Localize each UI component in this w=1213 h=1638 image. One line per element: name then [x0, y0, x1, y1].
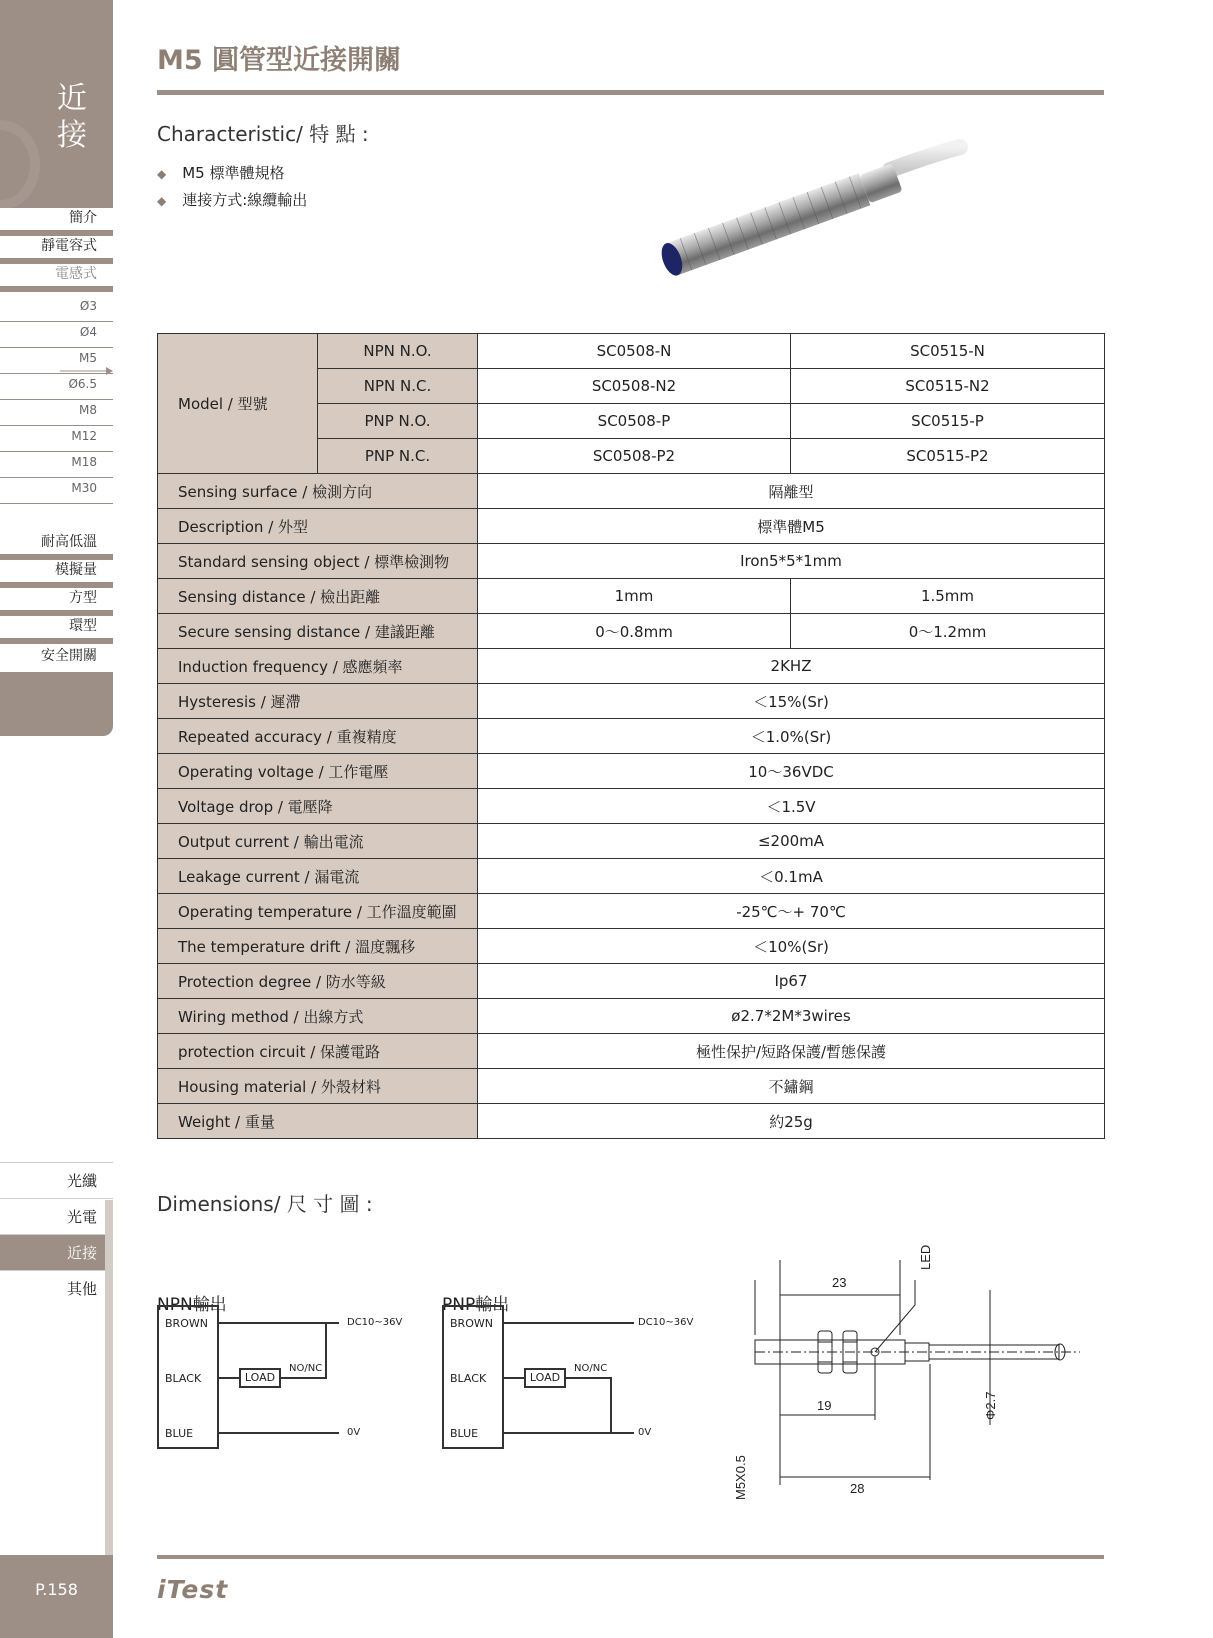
dimension-drawing [735, 1225, 1105, 1525]
spec-row [158, 684, 1105, 719]
wire-line [219, 1322, 339, 1324]
page-number: P.158 [0, 1555, 113, 1638]
dim-19: 19 [817, 1398, 832, 1413]
spec-label: Voltage drop / 電壓降 [158, 789, 478, 824]
wire-line [504, 1377, 524, 1379]
sidebar-mid-block [0, 672, 113, 736]
wire-black: BLACK [450, 1372, 487, 1385]
spec-value: 不鏽鋼 [478, 1069, 1105, 1104]
spec-row [158, 929, 1105, 964]
led-label: LED [918, 1244, 933, 1270]
nonc-label: NO/NC [574, 1363, 608, 1374]
model-type: NPN N.O. [318, 334, 478, 369]
spec-row [158, 999, 1105, 1034]
spec-value: 10～36VDC [478, 754, 1105, 789]
spec-row [158, 579, 1105, 614]
sidebar-sub-item-current[interactable]: M5 [0, 346, 113, 374]
footer-divider [157, 1555, 1104, 1559]
model-code: SC0508-P2 [478, 439, 791, 474]
sidebar-item-intro[interactable]: 簡介 [0, 208, 113, 236]
spec-row [158, 754, 1105, 789]
spec-label: Operating temperature / 工作溫度範圍 [158, 894, 478, 929]
spec-label: Wiring method / 出線方式 [158, 999, 478, 1034]
model-code: SC0508-N2 [478, 369, 791, 404]
product-image [640, 135, 1000, 295]
sidebar-item-capacitive[interactable]: 靜電容式 [0, 236, 113, 264]
dim-23: 23 [832, 1275, 847, 1290]
spec-value: 0～0.8mm [478, 614, 791, 649]
wire-line [219, 1432, 339, 1434]
spec-row [158, 964, 1105, 999]
pnp-title: PNP輸出 [442, 1295, 510, 1315]
sidebar-bottom-proximity[interactable]: 近接 [0, 1234, 113, 1270]
page-title: M5 圓管型近接開關 [157, 45, 402, 76]
wire-blue: BLUE [165, 1427, 194, 1440]
spec-label: Secure sensing distance / 建議距離 [158, 614, 478, 649]
spec-value: Iron5*5*1mm [478, 544, 1105, 579]
load-box: LOAD [239, 1368, 281, 1388]
spec-row [158, 789, 1105, 824]
supply-label: DC10~36V [347, 1317, 403, 1328]
spec-label: Output current / 輸出電流 [158, 824, 478, 859]
spec-value: 1.5mm [791, 579, 1105, 614]
sidebar-bottom-fiber[interactable]: 光纖 [0, 1162, 113, 1198]
spec-row [158, 894, 1105, 929]
sidebar-item-inductive[interactable]: 電感式 [0, 264, 113, 292]
spec-value: 1mm [478, 579, 791, 614]
spec-label: Sensing surface / 檢測方向 [158, 474, 478, 509]
wire-line [610, 1377, 612, 1433]
spec-row [158, 1104, 1105, 1139]
sidebar-bottom-photo[interactable]: 光電 [0, 1198, 113, 1234]
spec-row [158, 859, 1105, 894]
model-code: SC0515-N2 [791, 369, 1105, 404]
model-code: SC0508-P [478, 404, 791, 439]
sidebar-item-square[interactable]: 方型 [0, 588, 113, 616]
spec-value: 極性保护/短路保護/暫態保護 [478, 1034, 1105, 1069]
spec-label: The temperature drift / 溫度飄移 [158, 929, 478, 964]
model-type: NPN N.C. [318, 369, 478, 404]
sidebar-section-label: 近 接 [57, 81, 87, 153]
sidebar-item-analog[interactable]: 模擬量 [0, 560, 113, 588]
wire-line [504, 1322, 634, 1324]
feature-item: ◆ 連接方式:線纜輸出 [157, 187, 307, 214]
feature-list [157, 160, 307, 214]
npn-title: NPN輸出 [157, 1295, 227, 1315]
dimensions-heading: Dimensions/ 尺 寸 圖 : [157, 1192, 373, 1216]
terminal-box [442, 1305, 504, 1449]
sidebar-sub-item[interactable]: Ø6.5 [0, 372, 113, 400]
spec-row [158, 824, 1105, 859]
title-divider [157, 90, 1104, 95]
spec-label: Weight / 重量 [158, 1104, 478, 1139]
wire-line [281, 1377, 326, 1379]
spec-row [158, 719, 1105, 754]
spec-value: 標準體M5 [478, 509, 1105, 544]
feature-item: ◆ M5 標準體規格 [157, 160, 307, 187]
model-code: SC0515-P [791, 404, 1105, 439]
dim-cable: Φ2.7 [983, 1391, 998, 1420]
wire-black: BLACK [165, 1372, 202, 1385]
spec-value: 隔離型 [478, 474, 1105, 509]
spec-row [158, 614, 1105, 649]
spec-value: -25℃～+ 70℃ [478, 894, 1105, 929]
spec-value: ＜0.1mA [478, 859, 1105, 894]
spec-label: Protection degree / 防水等級 [158, 964, 478, 999]
terminal-box [157, 1305, 219, 1449]
wire-brown: BROWN [165, 1317, 208, 1330]
spec-row [158, 509, 1105, 544]
spec-value: Ip67 [478, 964, 1105, 999]
sidebar-sub-item[interactable]: M30 [0, 476, 113, 504]
wire-blue: BLUE [450, 1427, 479, 1440]
characteristic-heading: Characteristic/ 特 點 : [157, 122, 369, 146]
model-type: PNP N.C. [318, 439, 478, 474]
dim-28: 28 [850, 1481, 865, 1496]
wire-line [325, 1322, 327, 1379]
sidebar-sub-item[interactable]: Ø3 [0, 294, 113, 322]
sidebar-sub-item[interactable]: M8 [0, 398, 113, 426]
sidebar-item-temp[interactable]: 耐高低溫 [0, 532, 113, 560]
sidebar-item-ring[interactable]: 環型 [0, 616, 113, 644]
sidebar-section-header [0, 0, 113, 208]
spec-label: Induction frequency / 感應頻率 [158, 649, 478, 684]
spec-value: ＜15%(Sr) [478, 684, 1105, 719]
model-label: Model / 型號 [158, 334, 318, 474]
wire-line [566, 1377, 611, 1379]
model-type: PNP N.O. [318, 404, 478, 439]
spec-label: Operating voltage / 工作電壓 [158, 754, 478, 789]
spec-label: Hysteresis / 遲滯 [158, 684, 478, 719]
spec-value: ＜1.5V [478, 789, 1105, 824]
spec-row [158, 649, 1105, 684]
spec-value: 約25g [478, 1104, 1105, 1139]
model-code: SC0515-N [791, 334, 1105, 369]
ground-label: 0V [638, 1427, 652, 1438]
spec-row [158, 1034, 1105, 1069]
sidebar-item-safety[interactable]: 安全開關 [41, 648, 97, 664]
spec-table [157, 333, 1105, 1139]
ground-label: 0V [347, 1427, 361, 1438]
spec-value: 2KHZ [478, 649, 1105, 684]
sidebar-bottom-other[interactable]: 其他 [0, 1270, 113, 1306]
spec-label: Repeated accuracy / 重複精度 [158, 719, 478, 754]
wire-brown: BROWN [450, 1317, 493, 1330]
spec-label: protection circuit / 保護電路 [158, 1034, 478, 1069]
model-code: SC0515-P2 [791, 439, 1105, 474]
load-box: LOAD [524, 1368, 566, 1388]
sidebar-sub-item[interactable]: M18 [0, 450, 113, 478]
spec-label: Description / 外型 [158, 509, 478, 544]
nonc-label: NO/NC [289, 1363, 323, 1374]
spec-row [158, 474, 1105, 509]
sidebar-sub-item[interactable]: Ø4 [0, 320, 113, 348]
spec-value: ≤200mA [478, 824, 1105, 859]
spec-label: Housing material / 外殼材料 [158, 1069, 478, 1104]
model-code: SC0508-N [478, 334, 791, 369]
spec-row [158, 544, 1105, 579]
dim-thread: M5X0.5 [733, 1455, 748, 1500]
spec-label: Leakage current / 漏電流 [158, 859, 478, 894]
spec-value: ＜1.0%(Sr) [478, 719, 1105, 754]
spec-value: ＜10%(Sr) [478, 929, 1105, 964]
wire-line [219, 1377, 239, 1379]
spec-value: 0～1.2mm [791, 614, 1105, 649]
model-row [158, 334, 1105, 369]
supply-label: DC10~36V [638, 1317, 694, 1328]
spec-value: ø2.7*2M*3wires [478, 999, 1105, 1034]
spec-label: Sensing distance / 檢出距離 [158, 579, 478, 614]
spec-row [158, 1069, 1105, 1104]
wire-line [504, 1432, 634, 1434]
brand-logo: iTest [157, 1575, 229, 1604]
sidebar-sub-item[interactable]: M12 [0, 424, 113, 452]
sidebar-strip [105, 1200, 113, 1555]
decorative-swirl [0, 120, 40, 210]
spec-label: Standard sensing object / 標準檢測物 [158, 544, 478, 579]
